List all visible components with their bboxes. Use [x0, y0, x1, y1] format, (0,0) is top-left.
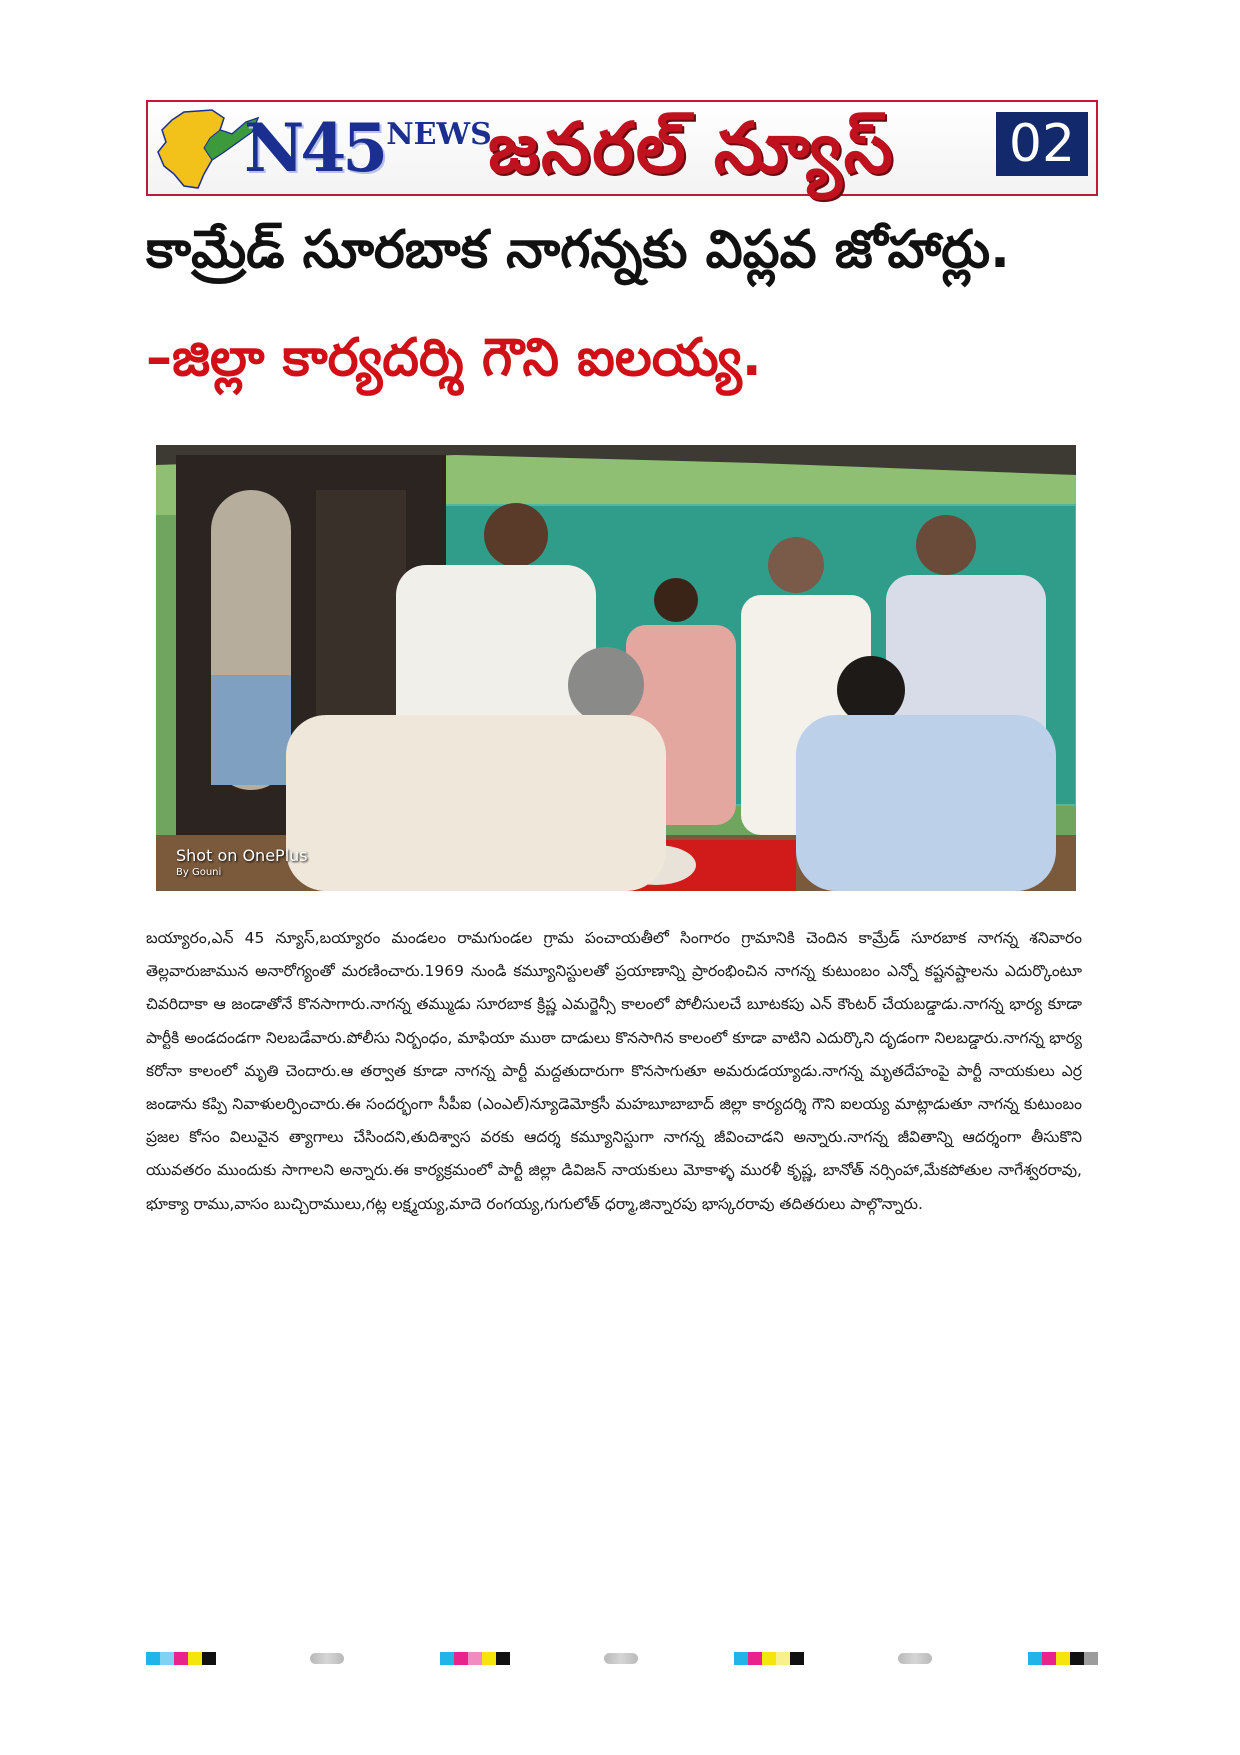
photo-scene [156, 445, 1076, 891]
article-body: బయ్యారం,ఎన్ 45 న్యూస్,బయ్యారం మండలం రామగుండల గ్రామ పంచాయతీలో సింగారం గ్రామానికి చెందిన కామ్రేడ్ సూరబాక నాగన్న శనివారం తెల్లవారుజామున అనారోగ్యంతో మరణించారు.1969 నుండి కమ్యూనిస్టులతో ప్రయాణాన్ని ప్రారంభించిన నాగన్న కుటుంబం ఎన్నో కష్టనష్టాలను ఎదుర్కొంటూ చివరిదాకా ఆ జండాతోనే కొనసాగారు.నాగన్న తమ్ముడు సూరబాక క్రిష్ణ ఎమర్జెన్సీ కాలంలో పోలీసులచే బూటకపు ఎన్ కౌంటర్ చేయబడ్డాడు.నాగన్న భార్య కూడా పార్టీకి అండదండగా నిలబడేవారు.పోలీసు నిర్బంధం, మాఫియా ముఠా దాడులు కొనసాగిన కాలంలో కూడా వాటిని ఎదుర్కొని దృడంగా నిలబడ్డారు.నాగన్న భార్య కరోనా కాలంలో మృతి చెందారు.ఆ తర్వాత కూడా నాగన్న పార్టీ మద్దతుదారుగా కొనసాగుతూ అమరుడయ్యాడు.నాగన్న మృతదేహంపై పార్టీ నాయకులు ఎర్ర జండాను కప్పి నివాళులర్పించారు.ఈ సందర్భంగా సీపీఐ (ఎంఎల్)న్యూడెమోక్రసీ మహబూబాబాద్ జిల్లా కార్యదర్శి గౌని ఐలయ్య మాట్లాడుతూ నాగన్న కుటుంబం ప్రజల కోసం విలువైన త్యాగాలు చేసిందని,తుదిశ్వాస వరకు ఆదర్శ కమ్యూనిస్టుగా నాగన్న జీవించాడని అన్నారు.నాగన్న జీవితాన్ని ఆదర్శంగా తీసుకొని యువతరం ముందుకు సాగాలని అన్నారు.ఈ కార్యక్రమంలో పార్టీ జిల్లా డివిజన్ నాయకులు మోకాళ్ళ మురళీ కృష్ణ, బానోత్ నర్సింహా,మేకపోతుల నాగేశ్వరరావు, భూక్యా రాము,వాసం బుచ్చిరాములు,గట్ల లక్ష్మయ్య,మాదె రంగయ్య,గుగులోత్ ధర్మా,జిన్నారపు భాస్కరరావు తదితరులు పాల్గొన్నారు. [146, 929, 1082, 1213]
paper-name: జనరల్ న్యూస్ [488, 107, 895, 189]
page-number: 02 [996, 112, 1088, 176]
brand-logo [244, 106, 492, 190]
brand-n45: N45 [244, 109, 385, 187]
masthead-banner [146, 100, 1098, 196]
headline: కామ్రేడ్ సూరబాక నాగన్నకు విప్లవ జోహార్లు. [146, 220, 1010, 280]
color-bar [734, 1652, 804, 1665]
gray-pill [898, 1653, 932, 1664]
print-color-bars [146, 1652, 1098, 1666]
gray-pill [604, 1653, 638, 1664]
photo-watermark-sub: By Gouni [176, 867, 222, 878]
color-bar [1028, 1652, 1098, 1665]
subheadline: –జిల్లా కార్యదర్శి గౌని ఐలయ్య. [146, 328, 762, 388]
color-bar [440, 1652, 510, 1665]
photo-watermark: Shot on OnePlus [176, 846, 308, 865]
gray-pill [310, 1653, 344, 1664]
news-photo [156, 445, 1076, 891]
color-bar [146, 1652, 216, 1665]
brand-news: NEWS [386, 117, 492, 152]
